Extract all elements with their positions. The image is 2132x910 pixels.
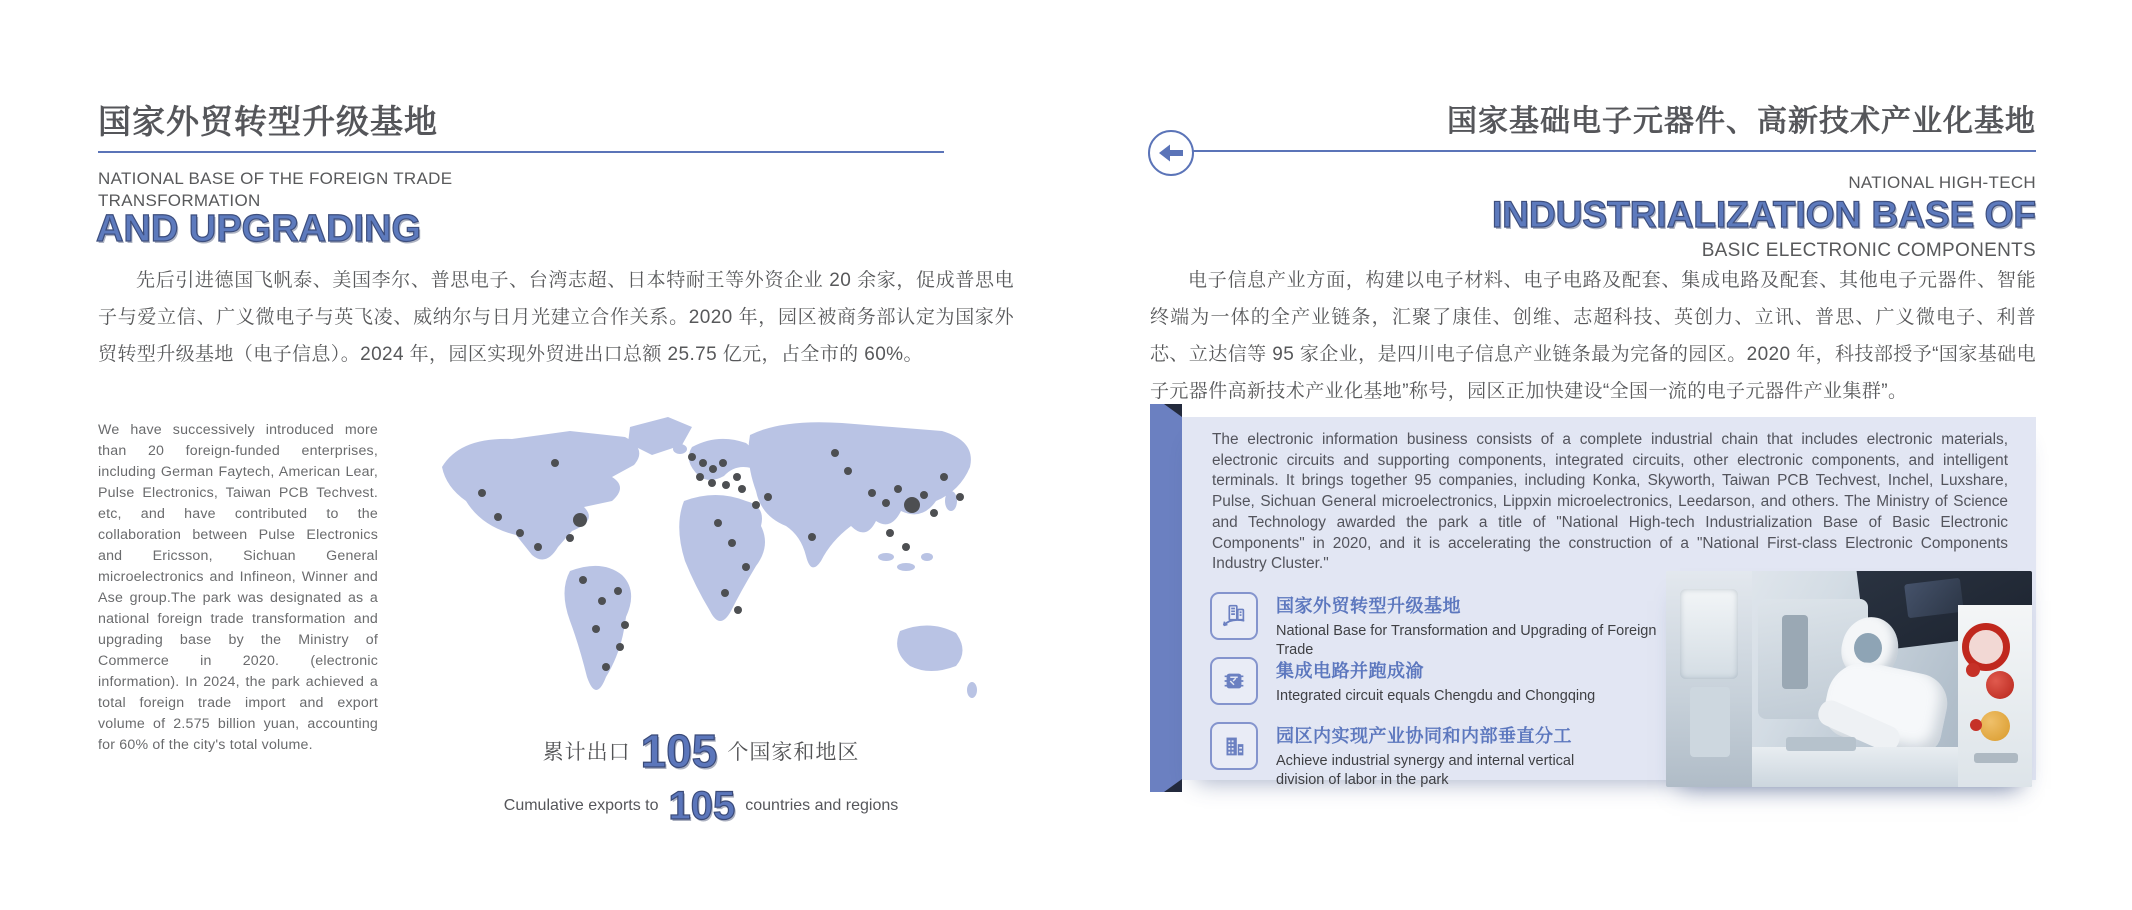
- left-subtitle-en-line1: NATIONAL BASE OF THE FOREIGN TRADE: [98, 169, 453, 188]
- left-title-rule: [98, 151, 944, 153]
- stat-en-value: 105: [668, 784, 736, 828]
- left-paragraph-zh: 先后引进德国飞帆泰、美国李尔、普思电子、台湾志超、日本特耐王等外资企业 20 余家，促成普思电子与爱立信、广义微电子与英飞凌、威纳尔与日月光建立合作关系。2020 年，园区被商务部认定为国家外贸转型升级基地（电子信息）。2024 年，园区实现外贸进出口总额 25.75 亿元，占全市的 60%。: [98, 270, 1014, 365]
- feature-item: [1210, 722, 1606, 790]
- stat-en-prefix: Cumulative exports to: [503, 797, 659, 814]
- cleanroom-lab-photo: [1666, 571, 2032, 787]
- stat-zh-suffix: 个国家和地区: [727, 741, 860, 764]
- right-subtitle-en-line1: NATIONAL HIGH-TECH: [1848, 173, 2036, 192]
- stat-en-suffix: countries and regions: [745, 797, 899, 814]
- left-paragraph-en: We have successively introduced more than 20 foreign-funded enterprises, including German Faytech, American Lear, Pulse Electronics, Taiwan PCB Techvest. etc, and have contributed to the collaboration between Pulse Electronics and Ericsson, Sichuan General microelectronics and Infineon, Winner and Ase group.The park was designated as a national foreign trade transformation and upgrading base by the Ministry of Commerce in 2020. (electronic information). In 2024, the park achieved a total foreign trade import and export volume of 2.575 billion yuan, accounting for 60% of the city's total volume.: [98, 422, 378, 753]
- feature-item: [1210, 657, 1676, 706]
- world-map-continents: [442, 417, 977, 698]
- feature-title-zh: 国家外贸转型升级基地: [1276, 596, 1461, 616]
- info-box-paragraph-en: The electronic information business consists of a complete industrial chain that includes electronic materials, electronic circuits and supporting components, integrated circuits, other electronic components, and intelligent terminals. It brings together 95 companies, including Konka, Skyworth, Taiwan PCB Techvest, Inchel, Luxshare, Pulse, Sichuan General microelectronics, Lippxin microelectronics, Leedarson, and others. The Ministry of Science and Technology awarded the park a title of "National High-tech Industrialization Base of Basic Electronic Components" in 2020, and it is accelerating the construction of a "National First-class Electronic Components Industry Cluster.": [1212, 431, 2008, 573]
- circuit-chip-icon: [1210, 657, 1258, 705]
- stat-countries-zh: [420, 725, 982, 777]
- feature-title-zh: 集成电路并跑成渝: [1276, 661, 1424, 681]
- world-map: [420, 405, 982, 720]
- feature-subtitle-en: National Base for Transformation and Upgrading of Foreign Trade: [1276, 623, 1657, 658]
- feature-subtitle-en: Integrated circuit equals Chengdu and Chongqing: [1276, 688, 1596, 704]
- stat-countries-en: [420, 786, 982, 826]
- info-box-ribbon: [1150, 404, 1182, 792]
- ribbon-fold-bottom: [1164, 779, 1182, 792]
- feature-subtitle-en: Achieve industrial synergy and internal vertical division of labor in the park: [1276, 753, 1575, 788]
- feature-title-zh: 园区内实现产业协同和内部垂直分工: [1276, 726, 1572, 746]
- back-arrow-icon: [1148, 130, 1194, 176]
- right-subtitle-en-highlight: INDUSTRIALIZATION BASE OF: [1491, 194, 2036, 235]
- right-subtitle-en-line2: BASIC ELECTRONIC COMPONENTS: [1701, 240, 2036, 261]
- right-page-title-zh: 国家基础电子元器件、高新技术产业化基地: [1447, 105, 2036, 138]
- left-subtitle-en-line2: TRANSFORMATION: [98, 191, 261, 210]
- left-page-title-zh: 国家外贸转型升级基地: [98, 103, 438, 140]
- stat-zh-prefix: 累计出口: [542, 741, 631, 764]
- feature-item: [1210, 592, 1676, 660]
- right-title-rule: [1193, 150, 2036, 152]
- left-subtitle-en-highlight: AND UPGRADING: [96, 208, 422, 250]
- ribbon-fold-top: [1164, 404, 1182, 417]
- building-icon: [1210, 722, 1258, 770]
- stat-zh-value: 105: [640, 725, 718, 777]
- right-paragraph-zh: 电子信息产业方面，构建以电子材料、电子电路及配套、集成电路及配套、其他电子元器件、智能终端为一体的全产业链条，汇聚了康佳、创维、志超科技、英创力、立讯、普思、广义微电子、利普芯、立达信等 95 家企业，是四川电子信息产业链条最为完备的园区。2020 年，科技部授予“国家基础电子元器件高新技术产业化基地”称号，园区正加快建设“全国一流的电子元器件产业集群”。: [1150, 270, 2036, 402]
- trade-buildings-icon: [1210, 592, 1258, 640]
